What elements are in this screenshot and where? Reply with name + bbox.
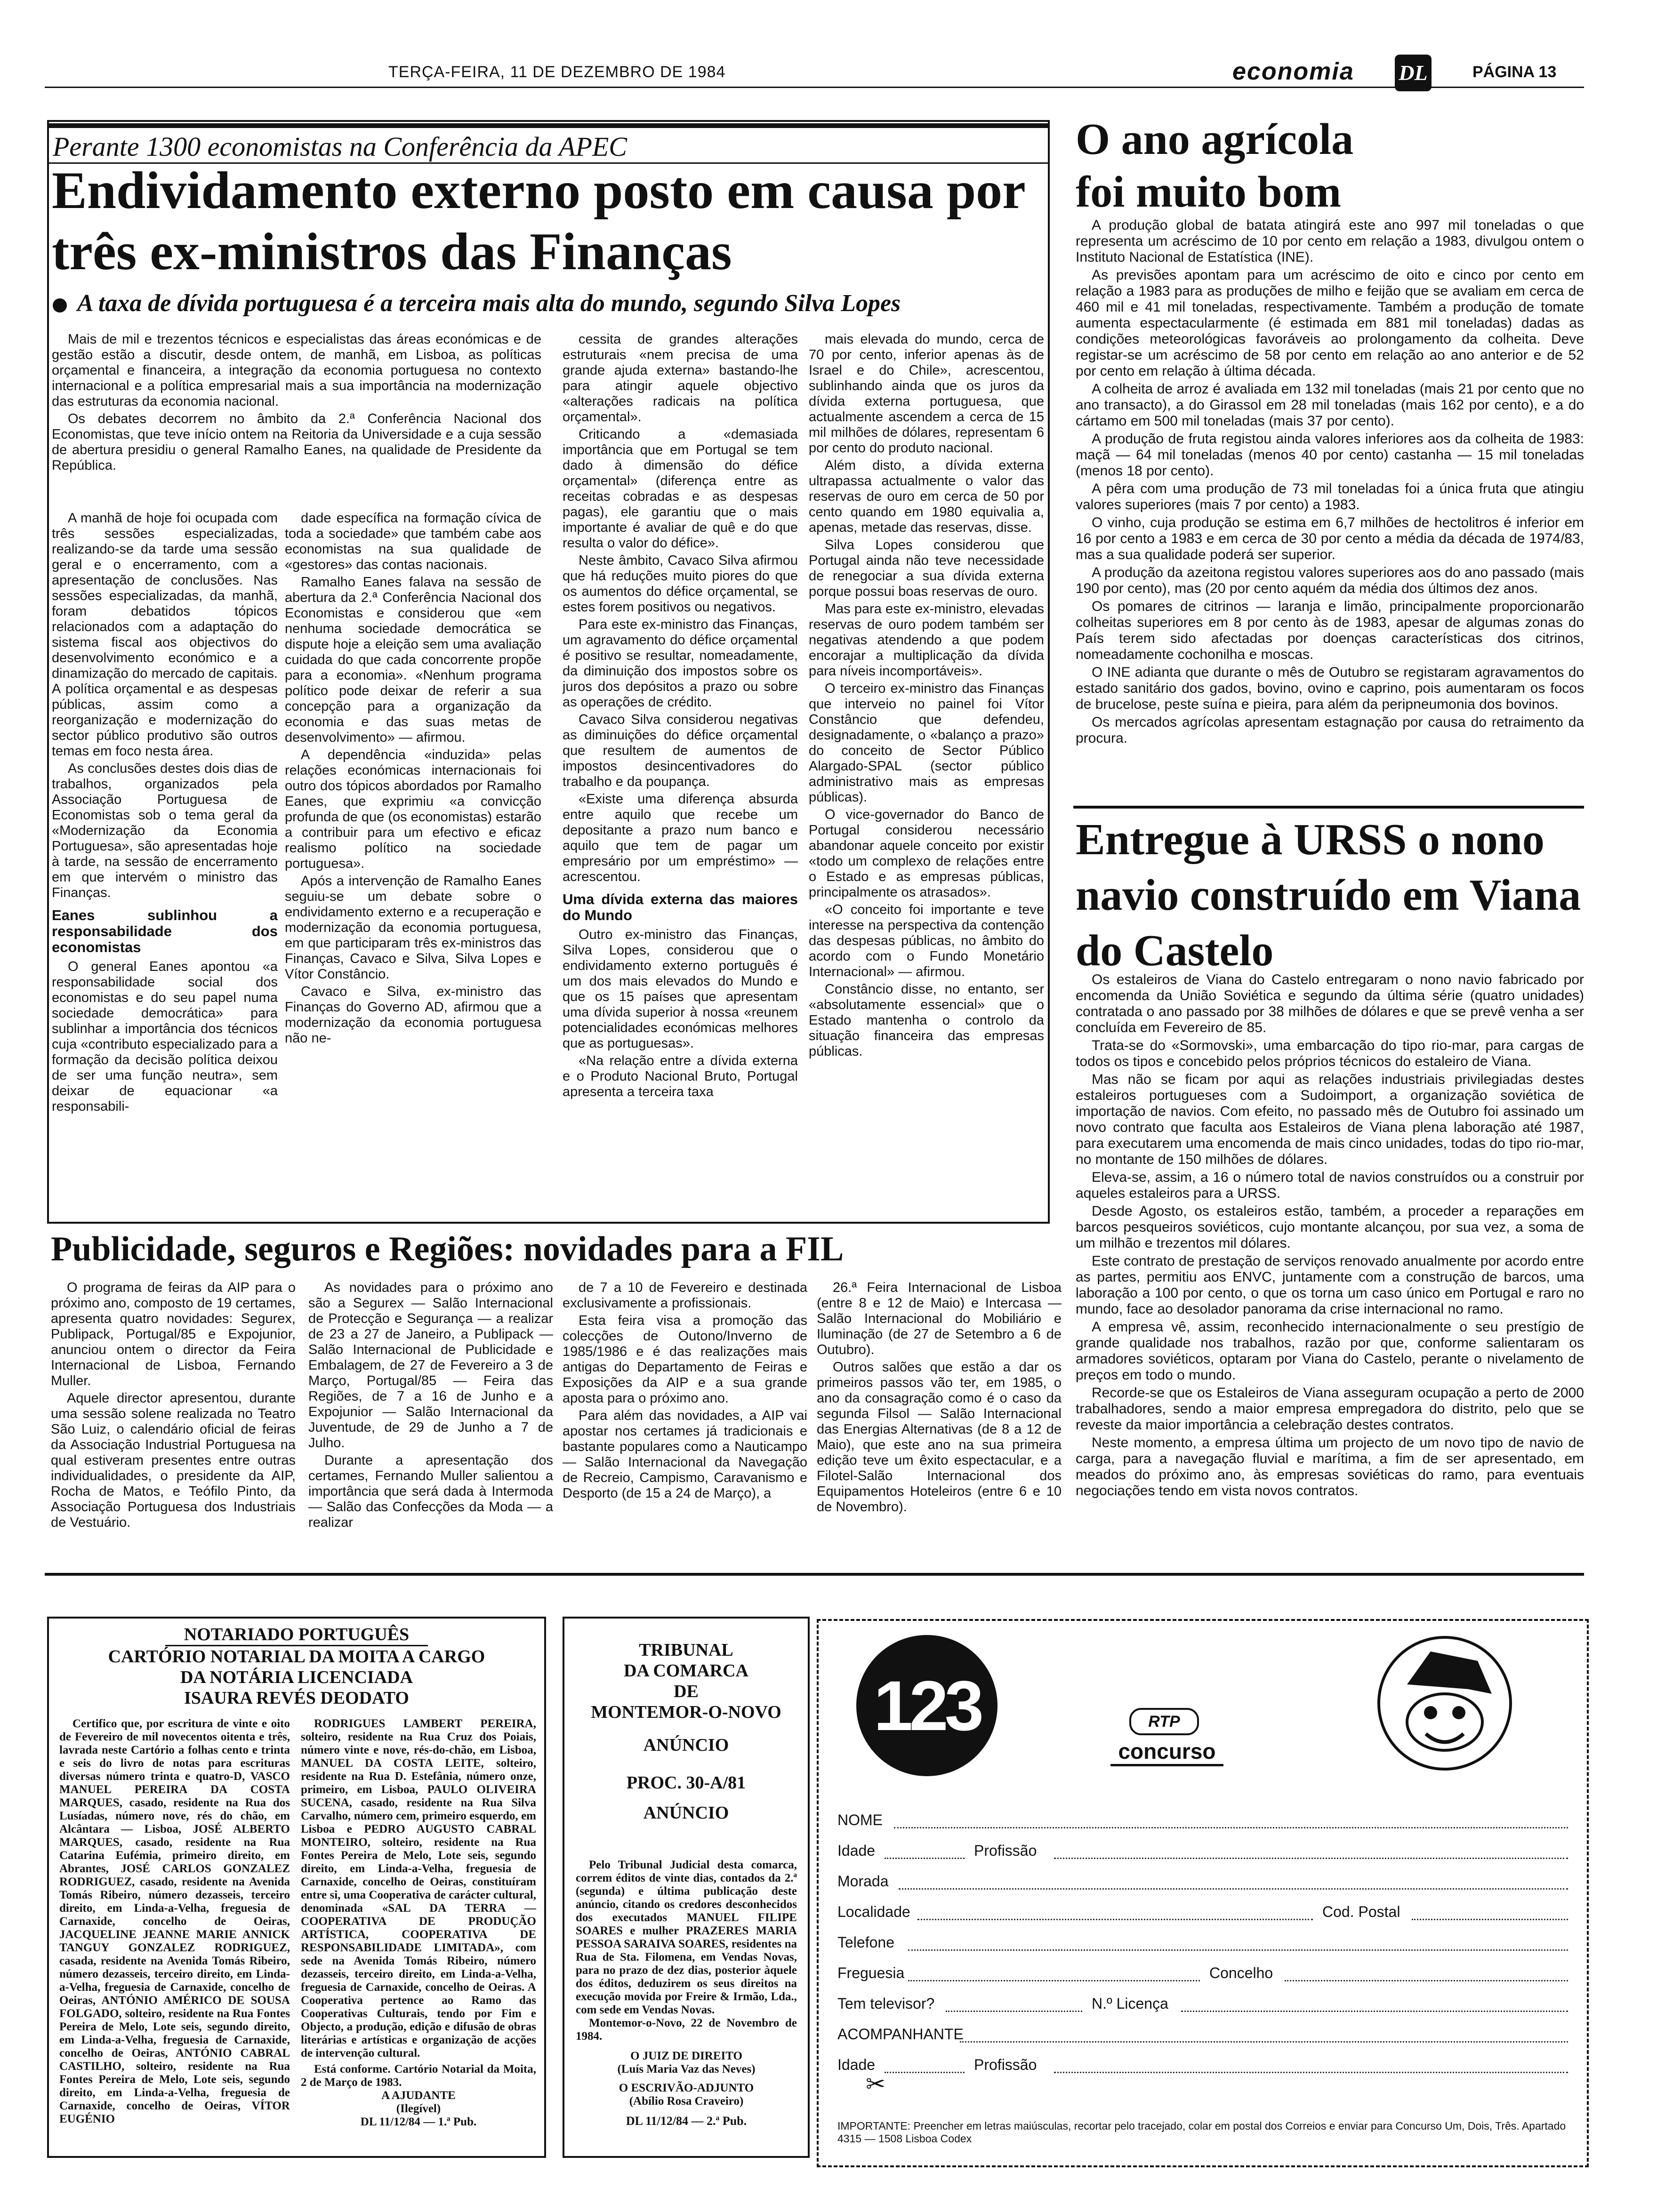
navio-p2: Trata-se do «Sormovski», uma embarcação do tipo rio-mar, para cargas de todos os tipos e concebido pelos próprios técnicos do estaleiro de Viana. (1076, 1038, 1584, 1069)
lead-col4-p8: Constâncio disse, no entanto, ser «absolutamente essencial» que o Estado mantenha o controlo da situação financeira das empresas públicas. (809, 982, 1044, 1059)
tribunal-title (569, 1640, 803, 1823)
notariado-closing-4: DL 11/12/84 — 1.ª Pub. (360, 2116, 477, 2128)
tribunal-sign-4: (Abílio Rosa Craveiro) (629, 2095, 744, 2108)
field-televisor-input[interactable] (946, 2011, 1082, 2012)
deck-text: A taxa de dívida portuguesa é a terceira mais alta do mundo, segundo Silva Lopes (77, 290, 901, 317)
tribunal-title-2: DA COMARCA (624, 1661, 748, 1681)
lead-col1-p3: O general Eanes apontou «a responsabilidade social dos economistas e do seu papel numa sociedade democrática» para sublinhar a importância dos técnicos cuja «contributo especializado para a formação da decisão política deixou de ser uma função neutra», sem deixar de equacionar «a responsabili- (52, 959, 278, 1114)
tribunal-body (576, 1859, 797, 2150)
agri-rule (1073, 806, 1584, 809)
tribunal-title-5: ANÚNCIO (643, 1735, 729, 1755)
lead-subhead-2: Uma dívida externa das maiores do Mundo (563, 891, 798, 923)
lead-col-4 (809, 332, 1044, 1217)
tribunal-title-4: MONTEMOR-O-NOVO (591, 1702, 781, 1722)
concurso-form (837, 1807, 1568, 2108)
tribunal-signatures (576, 2050, 797, 2128)
tribunal-sign-2: (Luís Maria Vaz das Neves) (617, 2063, 756, 2076)
fil-col3-p3: Para além das novidades, a AIP vai apostar nos certames já tradicionais e bastante populares como a Nauticampo — Salão Internacional da Navegação de Recreio, Campismo, Caravanismo e Desporto (de 15 a 24 de Março), a (563, 1408, 807, 1501)
field-profissao2-label: Profissão (974, 2056, 1037, 2073)
lead-col3-p8: «Na relação entre a dívida externa e o Produto Nacional Bruto, Portugal apresenta a terceira taxa (563, 1053, 798, 1099)
lead-col3-p4: Para este ex-ministro das Finanças, um agravamento do défice orçamental é positivo se resultar, nomeadamente, da diminuição dos impostos sobre os juros dos depósitos a prazo ou sobre as operações de crédito. (563, 617, 798, 710)
fil-col1-p2: Aquele director apresentou, durante uma sessão solene realizada no Teatro São Luiz, o calendário oficial de feiras da Associação Industrial Portuguesa na qual estiveram presentes entre outras individualidades, o presidente da AIP, Rocha de Matos, e Teófilo Pinto, da Associação Portuguesa dos Industriais de Vestuário. (51, 1391, 296, 1530)
fil-col4-p2: Outros salões que estão a dar os primeiros passos vão ter, em 1985, o ano da consagração como é o caso da segunda Filsol — Salão Internacional das Energias Alternativas (de 8 a 12 de Maio), que este ano na sua primeira edição teve um êxito espectacular, e a Filotel-Salão Internacional dos Equipamentos Hoteleiros (entre 6 e 10 de Novembro). (817, 1360, 1062, 1515)
field-morada-label: Morada (837, 1873, 889, 1890)
field-licenca-label: N.º Licença (1092, 1995, 1168, 2012)
rtp-text: RTP (1148, 1713, 1180, 1731)
lead-intro-p2: Os debates decorrem no âmbito da 2.ª Conferência Nacional dos Economistas, que teve início ontem na Reitoria da Universidade e a cuja sessão de abertura presidiu o general Ramalho Eanes, na qualidade de Presidente da República. (52, 411, 541, 473)
fil-col-4 (817, 1280, 1062, 1567)
bullet-icon (53, 298, 67, 313)
tribunal-date: Montemor-o-Novo, 22 de Novembro de 1984. (576, 2017, 797, 2043)
tribunal-sign-5: DL 11/12/84 — 2.ª Pub. (626, 2114, 747, 2128)
field-concelho-input[interactable] (1285, 1980, 1568, 1981)
lead-col4-p1: mais elevada do mundo, cerca de 70 por cento, inferior apenas às de Israel e do Chile», acrescentou, sublinhando ainda que os juros da dívida externa portuguesa, que actualmente ascendem a cerca de 15 mil milhões de dólares, representam 6 por cento do produto nacional. (809, 332, 1044, 456)
agri-body (1076, 217, 1584, 796)
field-idade2-label: Idade (837, 2056, 876, 2073)
concurso-number: 123 (873, 1666, 981, 1745)
lead-col3-p7: Outro ex-ministro das Finanças, Silva Lopes, considerou que o endividamento externo português é um dos mais elevados do Mundo e que os 15 países que apresentam uma dívida superior à nossa «reunem potencialidades económicas melhores que as portuguesas». (563, 927, 798, 1051)
fil-col1-p1: O programa de feiras da AIP para o próximo ano, composto de 19 certames, apresenta quatro novidades: Segurex, Publipack, Portugal/85 e Expojunior, anunciou ontem o director da Feira Internacional de Lisboa, Fernando Muller. (51, 1280, 296, 1388)
lead-col4-p2: Além disto, a dívida externa ultrapassa actualmente o valor das reservas de ouro em cerca de 50 por cento quando em 1980 equivalia a, apenas, metade das reservas, disse. (809, 458, 1044, 535)
field-telefone-input[interactable] (908, 1949, 1568, 1951)
navio-p5: Desde Agosto, os estaleiros estão, também, a proceder a reparações em barcos pesqueiros soviéticos, cujo montante alcançou, por sua vez, a soma de um milhão e trezentos mil dólares. (1076, 1203, 1584, 1251)
notariado-text-2: RODRIGUES LAMBERT PEREIRA, solteiro, residente na Rua Cruz dos Poiais, número vinte e nove, rés-do-chão, em Lisboa, MANUEL DA COSTA LEITE, solteiro, residente na Rua D. Estefânia, número onze, primeiro, em Lisboa, PAULO OLIVEIRA SUCENA, casado, residente na Rua Silva Carvalho, número cem, primeiro esquerdo, em Lisboa e PEDRO AUGUSTO CABRAL MONTEIRO, solteiro, residente na Rua Fontes Pereira de Melo, Lote seis, segundo direito, em Linda-a-Velha, freguesia de Carnaxide, concelho de Oeiras, constituíram entre si, uma Cooperativa de carácter cultural, denominada «SAL DA TERRA — COOPERATIVA DE PRODUÇÃO ARTÍSTICA, COOPERATIVA DE RESPONSABILIDADE LIMITADA», com sede na Avenida Tomás Ribeiro, número dezasseis, terceiro direito, em Linda-a-Velha, freguesia de Carnaxide, concelho de Oeiras. A Cooperativa pertence ao Ramo das Cooperativas Culturais, tendo por Fim e Objecto, a produção, edição e difusão de obras literárias e artísticas e organização de acções de intervenção cultural. (301, 1717, 536, 2060)
field-localidade-label: Localidade (837, 1903, 910, 1920)
field-idade-label: Idade (837, 1842, 876, 1859)
notariado-text-1: Certifico que, por escritura de vinte e oito de Fevereiro de mil novecentos oitenta e três, lavrada neste Cartório a folhas cento e trinta e seis do livro de notas para escrituras diversas número trinta e quatro-D, VASCO MANUEL PEREIRA DA COSTA MARQUES, casado, residente na Rua dos Lusíadas, número nove, rés do chão, em Alcântara — Lisboa, JOSÉ ALBERTO MARQUES, casado, residente na Rua Catarina Eufémia, primeiro direito, em Abrantes, JOSÉ CARLOS GONZALEZ RODRIGUEZ, casado, residente na Avenida Tomás Ribeiro, número dezasseis, terceiro direito, em Linda-a-Velha, freguesia de Carnaxide, concelho de Oeiras, JACQUELINE JEANNE MARIE ANNICK TANGUY GONZALEZ RODRIGUEZ, casada, residente na Avenida Tomás Ribeiro, número dezasseis, terceiro direito, em Linda-a-Velha, freguesia de Carnaxide, concelho de Oeiras, ANTÓNIO AMÉRICO DE SOUSA FOLGADO, solteiro, residente na Rua Fontes Pereira de Melo, Lote seis, segundo direito, em Linda-a-Velha, freguesia de Carnaxide, concelho de Oeiras, ANTÓNIO CABRAL CASTILHO, solteiro, residente na Rua Fontes Pereira de Melo, Lote seis, segundo direito, em Linda-a-Velha, freguesia de Carnaxide, concelho de Oeiras, VÍTOR EUGÉNIO (59, 1717, 290, 2125)
notariado-closing-3: (Ilegível) (396, 2102, 441, 2115)
tribunal-title-3: DE (674, 1682, 699, 1701)
navio-p1: Os estaleiros de Viana do Castelo entregaram o nono navio fabricado por encomenda da União Soviética e segundo da última série (quatro unidades) contratada o ano passado por 38 milhões de dólares e que se prevê venha a ser concluída em Fevereiro de 85. (1076, 972, 1584, 1035)
lead-col4-p4: Mas para este ex-ministro, elevadas reservas de ouro podem também ser negativas atendendo a que podem encorajar a multiplicação da dívida para níveis incomportáveis». (809, 601, 1044, 679)
tribunal-title-7: ANÚNCIO (643, 1803, 729, 1823)
notariado-title-3: DA NOTÁRIA LICENCIADA (180, 1667, 413, 1687)
lead-col3-p6: «Existe uma diferença absurda entre aquilo que recebe um depositante a prazo num banco e aquilo que tem de pagar um empresário por um empréstimo» — acrescentou. (563, 792, 798, 884)
lead-headline: Endividamento externo posto em causa por três ex-ministros das Finanças (52, 161, 1025, 281)
row-telefone (837, 1929, 1568, 1957)
notariado-closing-1: Está conforme. Cartório Notarial da Moita, 2 de Março de 1983. (301, 2063, 536, 2089)
navio-p3: Mas não se ficam por aqui as relações industriais privilegiadas destes estaleiros portugueses com a Sudoimport, a organização soviética de importação de navios. Com efeito, no passado mês de Outubro foi assinado um novo contrato que faculta aos Estaleiros de Viana plena laboração até 1987, para executarem uma encomenda de mais cinco unidades, todas do tipo rio-mar, no montante de 150 milhões de dólares. (1076, 1072, 1584, 1167)
lead-intro (52, 332, 541, 506)
navio-p6: Este contrato de prestação de serviços renovado anualmente por acordo entre as partes, permitiu aos ENVC, juntamente com a construção de barcos, uma laboração a 100 por cento, o que os torna um caso único em Portugal e raro no mundo, face ao desolador panorama da crise internacional no ramo. (1076, 1253, 1584, 1317)
field-idade-input[interactable] (885, 1858, 965, 1859)
lead-col-3 (563, 332, 798, 1217)
lead-col2-p3: A dependência «induzida» pelas relações económicas internacionais foi outro dos tópicos abordados por Ramalho Eanes, que exprimiu «a convicção profunda de que (os economistas) estarão a contribuir para um efectivo e eficaz realismo político na sociedade portuguesa». (285, 747, 541, 871)
tribunal-sign-1: O JUIZ DE DIREITO (630, 2050, 742, 2062)
lead-kicker: Perante 1300 economistas na Conferência da APEC (53, 131, 627, 162)
field-freguesia-label: Freguesia (837, 1964, 905, 1981)
lead-col-1 (52, 511, 278, 1217)
fil-col2-p1: As novidades para o próximo ano são a Segurex — Salão Internacional de Protecção e Segurança — a realizar de 23 a 27 de Janeiro, a Publipack — Salão Internacional de Publicidade e Embalagem, de 27 de Fevereiro a 3 de Março, Portugal/85 — Feira das Regiões, de 7 a 16 de Junho e a Expojunior — Salão Internacional da Juventude, de 29 de Junho a 7 de Julho. (308, 1280, 553, 1451)
fil-col2-p2: Durante a apresentação dos certames, Fernando Muller salientou a importância que será dada à Intermoda — Salão das Confecções da Moda — a realizar (308, 1453, 553, 1530)
field-profissao-label: Profissão (974, 1842, 1037, 1859)
field-profissao2-input[interactable] (1054, 2072, 1568, 2073)
notariado-col-1 (59, 1717, 290, 2150)
lead-col4-p3: Silva Lopes considerou que Portugal ainda não teve necessidade de renegociar a sua dívida externa porque possui boas reservas de ouro. (809, 537, 1044, 599)
notariado-title-2: CARTÓRIO NOTARIAL DA MOITA A CARGO (108, 1647, 485, 1667)
row-idade (837, 1837, 1568, 1866)
fil-col3-p1: de 7 a 10 de Fevereiro e destinada exclusivamente a profissionais. (563, 1280, 807, 1311)
lead-col2-p2: Ramalho Eanes falava na sessão de abertura da 2.ª Conferência Nacional dos Economistas e considerou que «em nenhuma sociedade democrática se dispute hoje a eleição sem uma avaliação cuidada do que cada concorrente propõe para a economia». «Nenhum programa político pode deixar de referir a sua concepção para a organização da economia e das suas metas de desenvolvimento» — afirmou. (285, 575, 541, 745)
agri-p8: Os pomares de citrinos — laranja e limão, principalmente proporcionarão colheitas superiores em 8 por cento às de 1983, apesar de algumas zonas do País terem sido afectadas por doenças características dos citrinos, nomeadamente cochonilha e moscas. (1076, 599, 1584, 662)
row-freguesia (837, 1960, 1568, 1988)
field-nome-input[interactable] (894, 1827, 1568, 1828)
lead-col-2 (285, 511, 541, 1217)
navio-headline: Entregue à URSS o nono navio construído em Viana do Castelo (1076, 815, 1581, 975)
row-televisor (837, 1990, 1568, 2019)
notariado-closing (301, 2063, 536, 2129)
tribunal-text: Pelo Tribunal Judicial desta comarca, correm éditos de vinte dias, contados da 2.ª (segunda) e última publicação deste anúncio, citando os credores desconhecidos dos executados MANUEL FILIPE SOARES e mulher PRAZERES MARIA PESSOA SARAIVA SOARES, residentes na Rua de Sta. Filomena, em Vendas Novas, para no prazo de dez dias, posterior àquele dos éditos, deduzirem os seus direitos na execução movida por Freire & Irmão, Lda., com sede em Vendas Novas. (576, 1859, 797, 2016)
agri-p7: A produção da azeitona registou valores superiores aos do ano passado (mais 190 por cento), mas (20 por cento aquém da média dos últimos dez anos. (1076, 565, 1584, 596)
field-freguesia-input[interactable] (908, 1980, 1200, 1981)
tribunal-sign-3: O ESCRIVÃO-ADJUNTO (619, 2082, 754, 2094)
field-codpostal-label: Cod. Postal (1322, 1903, 1400, 1920)
tribunal-title-6: PROC. 30-A/81 (626, 1773, 746, 1793)
agri-p5: A pêra com uma produção de 73 mil toneladas foi a única fruta que atingiu valores superiores (mais 7 por cento) a 1983. (1076, 481, 1584, 513)
lead-col4-p5: O terceiro ex-ministro das Finanças que interveio no painel foi Vítor Constâncio que defendeu, designadamente, o «balanço a prazo» do conceito de Sector Público Alargado-SPAL (sector público administrativo mais as empresas públicas). (809, 681, 1044, 805)
row-acompanhante (837, 2021, 1568, 2049)
section-name: economia (1232, 58, 1354, 85)
lead-col4-p6: O vice-governador do Banco de Portugal considerou necessário abandonar aquele conceito por existir «todo um complexo de relações entre o Estado e as empresas públicas, principalmente os atrasados». (809, 807, 1044, 900)
agri-p10: Os mercados agrícolas apresentam estagnação por causa do retraimento da procura. (1076, 714, 1584, 746)
tribunal-title-1: TRIBUNAL (639, 1640, 733, 1660)
concurso-notice: IMPORTANTE: Preencher em letras maiúsculas, recortar pelo tracejado, colar em postal dos Correios e enviar para Concurso Um, Dois, Três. Apartado 4315 — 1508 Lisboa Codex (837, 2120, 1566, 2145)
rtp-logo (1129, 1708, 1199, 1735)
row-nome (837, 1807, 1568, 1835)
tribunal-ad (563, 1617, 810, 2158)
notariado-closing-2: A AJUDANTE (381, 2089, 456, 2102)
lead-col1-p2: As conclusões destes dois dias de trabalhos, organizados pela Associação Portuguesa de Economistas sob o tema geral da «Modernização da Economia Portuguesa», são apresentadas hoje à tarde, na sessão de encerramento em que intervém o ministro das Finanças. (52, 761, 278, 900)
notariado-title-4: ISAURA REVÉS DEODATO (184, 1688, 409, 1708)
lead-col2-p1: dade específica na formação cívica de toda a sociedade» que também cabe aos economistas na sua qualidade de «gestores» das contas nacionais. (285, 511, 541, 572)
navio-p4: Eleva-se, assim, a 16 o número total de navios construídos ou a construir por aqueles estaleiros para a URSS. (1076, 1170, 1584, 1201)
row-idade2 (837, 2052, 1568, 2080)
agri-p6: O vinho, cuja produção se estima em 6,7 milhões de hectolitros é inferior em 16 por cento a 1983 e em cerca de 30 por cento a média da década de 1974/83, mas a sua qualidade poderá ser superior. (1076, 515, 1584, 562)
notariado-title (54, 1624, 539, 1708)
lead-col4-p7: «O conceito foi importante e teve interesse na perspectiva da contenção das despesas públicas, no âmbito do acordo com o Fundo Monetário Internacional» — afirmou. (809, 902, 1044, 979)
agri-p4: A produção de fruta registou ainda valores inferiores aos da colheita de 1983: maçã — 64 mil toneladas (menos 40 por cento) castanha — 15 mil toneladas (menos 18 por cento). (1076, 431, 1584, 479)
field-acompanhante-input[interactable] (960, 2041, 1568, 2043)
lead-col3-p2: Criticando a «demasiada importância que em Portugal se tem dado à dimensão do défice orçamental» (diferença entre as receitas cobradas e as despesas pagas), ele garantiu que o mais importante é avaliar de quê e do que resulta o valor do défice». (563, 427, 798, 551)
mascot-illustration (1374, 1633, 1515, 1774)
fil-col4-p1: 26.ª Feira Internacional de Lisboa (entre 8 e 12 de Maio) e Intercasa — Salão Internacional do Mobiliário e Iluminação (de 27 de Setembro a 6 de Outubro). (817, 1280, 1062, 1357)
navio-p8: Recorde-se que os Estaleiros de Viana asseguram ocupação a perto de 2000 trabalhadores, sendo a maior empresa empregadora do distrito, pelo que se reveste da maior importância a celebração destes contratos. (1076, 1385, 1584, 1433)
lead-col3-p1: cessita de grandes alterações estruturais «nem precisa de uma grande ajuda externa» bastando-lhe para atingir aquele objectivo «alterações radicais na política orçamental». (563, 332, 798, 425)
ads-top-rule (45, 1573, 1584, 1576)
field-televisor-label: Tem televisor? (837, 1995, 935, 2012)
notariado-col-2 (301, 1717, 536, 2150)
fil-headline: Publicidade, seguros e Regiões: novidades para a FIL (51, 1230, 844, 1268)
fil-col3-p2: Esta feira visa a promoção das colecções de Outono/Inverno de 1985/1986 e é das realizações mais antigas do Departamento de Feiras e Exposições da AIP e a sua grande aposta para o próximo ano. (563, 1313, 807, 1406)
lead-subhead-1: Eanes sublinhou a responsabilidade dos economistas (52, 907, 278, 955)
agri-p1: A produção global de batata atingirá este ano 997 mil toneladas o que representa um acréscimo de 10 por cento em relação a 1983, divulgou ontem o Instituto Nacional de Estatística (INE). (1076, 217, 1584, 265)
fil-col-3 (563, 1280, 807, 1567)
scissors-icon: ✂ (866, 2070, 885, 2098)
issue-date: TERÇA-FEIRA, 11 DE DEZEMBRO DE 1984 (388, 63, 726, 81)
fil-col-2 (308, 1280, 553, 1567)
notariado-title-1: NOTARIADO PORTUGUÊS (165, 1624, 428, 1646)
concurso-123-logo (856, 1635, 997, 1776)
logo-letters: DL (1399, 61, 1428, 85)
field-telefone-label: Telefone (837, 1934, 894, 1951)
field-morada-input[interactable] (899, 1888, 1568, 1890)
field-localidade-input[interactable] (917, 1919, 1313, 1920)
field-acompanhante-label: ACOMPANHANTE (837, 2026, 964, 2043)
agri-headline: O ano agrícola foi muito bom (1076, 115, 1354, 216)
lead-col2-p5: Cavaco e Silva, ex-ministro das Finanças do Governo AD, afirmou que a modernização da economia portuguesa não ne- (285, 984, 541, 1046)
masthead-rule (45, 87, 1584, 88)
concurso-label: concurso (1110, 1739, 1223, 1766)
navio-body (1076, 972, 1584, 1558)
navio-p7: A empresa vê, assim, reconhecido internacionalmente o seu prestígio de grande qualidade nos trabalhos, razão por que, conforme salientaram os armadores soviéticos, optaram por Viana do Castelo, perante o nivelamento de preços em todo o mundo. (1076, 1319, 1584, 1383)
lead-col2-p4: Após a intervenção de Ramalho Eanes seguiu-se um debate sobre o endividamento externo e a recuperação e modernização da economia portuguesa, em que participaram três ex-ministros das Finanças, Cavaco e Silva, Silva Lopes e Vítor Constâncio. (285, 874, 541, 982)
field-profissao-input[interactable] (1054, 1858, 1568, 1859)
lead-intro-p1: Mais de mil e trezentos técnicos e especialistas das áreas económicas e de gestão estão a discutir, desde ontem, de manhã, em Lisboa, as políticas orçamental e financeira, a integração da economia portuguesa no contexto internacional e a política empresarial mais a sua importância na modernização das estruturas da economia nacional. (52, 332, 541, 409)
fil-col-1 (51, 1280, 296, 1567)
kicker-rule-top (47, 123, 1050, 128)
newspaper-logo (1395, 55, 1432, 91)
page-number: PÁGINA 13 (1472, 63, 1557, 81)
notariado-ad (47, 1617, 546, 2158)
concurso-coupon (817, 1619, 1589, 2167)
agri-p9: O INE adianta que durante o mês de Outubro se registaram agravamentos do estado sanitário dos gados, bovino, ovino e caprino, pois aumentaram os focos de brucelose, peste suína e pieira, para além da peripneumonia dos bovinos. (1076, 665, 1584, 712)
agri-p3: A colheita de arroz é avaliada em 132 mil toneladas (mais 21 por cento que no ano transacto), a do Girassol em 28 mil toneladas (mais 162 por cento), e a do cártamo em 500 mil toneladas (mais 37 por cento). (1076, 381, 1584, 429)
agri-p2: As previsões apontam para um acréscimo de oito e cinco por cento em relação a 1983 para as produções de milho e feijão que se avaliam em cerca de 460 mil e 41 mil toneladas, respectivamente. Também a produção de tomate aumenta espectacularmente (é estimada em 881 mil toneladas) dadas as condições meteorológicas favoráveis ao prolongamento da colheita. Deve registar-se um acréscimo de 58 por cento em relação ao ano anterior e de 52 por cento em relação à última década. (1076, 267, 1584, 379)
field-nome-label: NOME (837, 1811, 883, 1828)
field-concelho-label: Concelho (1209, 1964, 1273, 1981)
field-codpostal-input[interactable] (1412, 1919, 1568, 1920)
lead-deck (53, 289, 1046, 317)
lead-col3-p5: Cavaco Silva considerou negativas as diminuições do défice orçamental que resultem de aumentos de impostos desincentivadores do trabalho e da poupança. (563, 712, 798, 789)
navio-p9: Neste momento, a empresa última um projecto de um novo tipo de navio de carga, para a navegação fluvial e marítima, a fim de ser apresentado, em meados do próximo ano, às empresas soviéticas do ramo, para eventuais negociações tendo em vista novos contratos. (1076, 1435, 1584, 1499)
row-localidade (837, 1899, 1568, 1927)
field-licenca-input[interactable] (1181, 2011, 1568, 2012)
row-morada (837, 1868, 1568, 1896)
lead-col3-p3: Neste âmbito, Cavaco Silva afirmou que há reduções muito piores do que os aumentos do défice orçamental, se estes forem positivos ou negativos. (563, 553, 798, 615)
lead-col1-p1: A manhã de hoje foi ocupada com três sessões especializadas, realizando-se da tarde uma sessão geral e o encerramento, com a apresentação de conclusões. Nas sessões especializadas, da manhã, foram debatidos tópicos relacionados com a adaptação do sistema fiscal aos objectivos do desenvolvimento económico e a dinamização do mercado de capitais. A política orçamental e as despesas públicas, assim como a reorganização e modernização do sector público produtivo são outros temas em foco nesta área. (52, 511, 278, 759)
field-idade2-input[interactable] (885, 2072, 965, 2073)
